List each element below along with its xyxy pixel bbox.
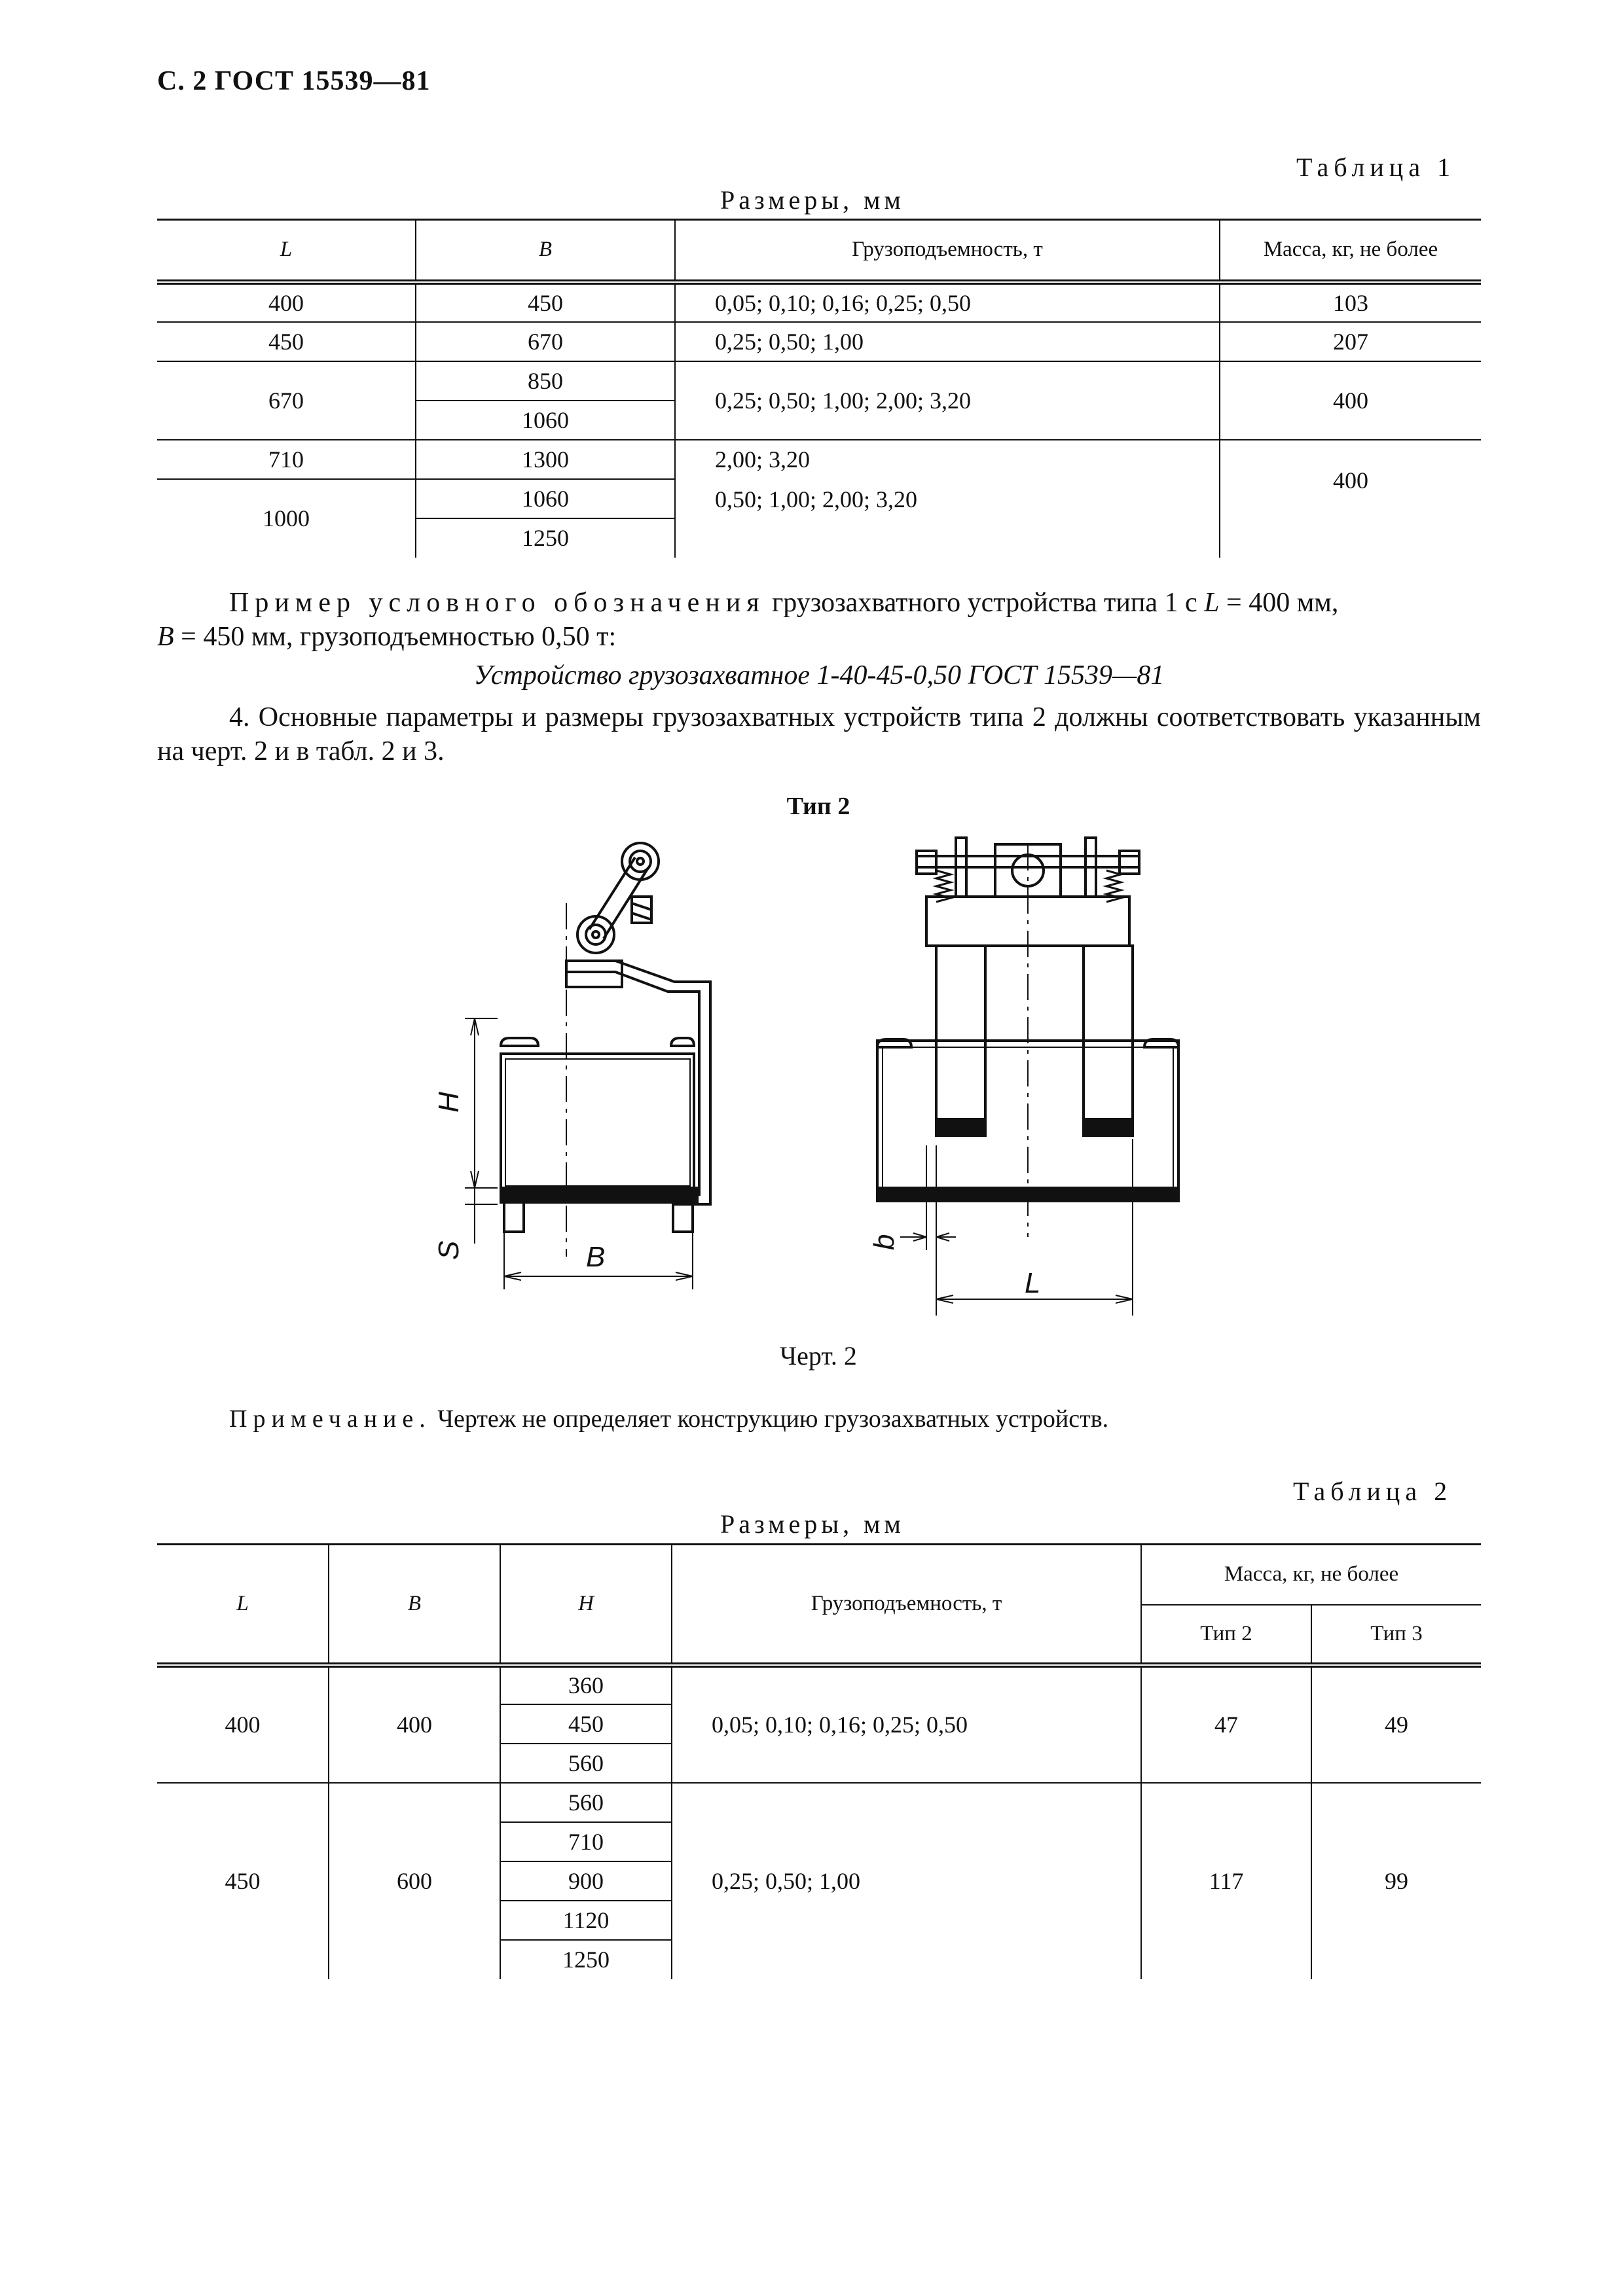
t2-g2-H3: 900 xyxy=(500,1861,672,1901)
t2-header-mass: Масса, кг, не более xyxy=(1141,1545,1481,1605)
t2-g2-type2: 117 xyxy=(1141,1783,1311,1979)
t1-r4-capacity: 2,00; 3,20 xyxy=(675,440,1220,479)
t1-r1-B: 450 xyxy=(416,282,675,322)
example-text2: = 400 мм, xyxy=(1219,588,1339,618)
t2-g1-capacity: 0,05; 0,10; 0,16; 0,25; 0,50 xyxy=(672,1665,1141,1783)
figure-caption: Черт. 2 xyxy=(780,1341,857,1371)
t2-g1-H2: 450 xyxy=(500,1704,672,1744)
page-header: С. 2 ГОСТ 15539—81 xyxy=(157,66,431,96)
t2-header-B: B xyxy=(329,1545,500,1665)
t2-g1-H1: 360 xyxy=(500,1665,672,1704)
t1-header-L: L xyxy=(157,220,416,282)
t2-g1-B: 400 xyxy=(329,1665,500,1783)
t1-r4-mass: 400 xyxy=(1220,440,1481,558)
t2-g1-H3: 560 xyxy=(500,1744,672,1783)
t1-r3-B1: 850 xyxy=(416,361,675,401)
t1-r1-L: 400 xyxy=(157,282,416,322)
container-left xyxy=(501,1038,697,1232)
t2-header-type3: Тип 3 xyxy=(1311,1605,1481,1665)
t2-g1-type2: 47 xyxy=(1141,1665,1311,1783)
example-text3: = 450 мм, грузоподъемностью 0,50 т: xyxy=(173,622,617,652)
t1-r5-L: 1000 xyxy=(157,479,416,558)
example-label: Пример условного обозначения xyxy=(229,588,765,618)
t2-header-L: L xyxy=(157,1545,329,1665)
t1-r2-B: 670 xyxy=(416,322,675,361)
t2-g1-L: 400 xyxy=(157,1665,329,1783)
t1-r2-mass: 207 xyxy=(1220,322,1481,361)
designation: Устройство грузозахватное 1-40-45-0,50 ГОСТ 15539—81 xyxy=(473,660,1165,691)
t1-header-mass: Масса, кг, не более xyxy=(1220,220,1481,282)
t2-header-capacity: Грузоподъемность, т xyxy=(672,1545,1141,1665)
label-L: L xyxy=(1025,1267,1041,1299)
figure-title: Тип 2 xyxy=(786,793,850,820)
t1-r5-capacity: 0,50; 1,00; 2,00; 3,20 xyxy=(675,479,1220,558)
note-label: Примечание. xyxy=(229,1405,431,1433)
paragraph-4: 4. Основные параметры и размеры грузозахватных устройств типа 2 должны соответствовать указанным на черт. 2 и в табл. 2 и 3. xyxy=(157,702,1481,766)
note xyxy=(229,1402,1473,1436)
t2-g2-type3: 99 xyxy=(1311,1783,1481,1979)
t1-r5-B2: 1250 xyxy=(416,518,675,558)
t1-r4-L: 710 xyxy=(157,440,416,479)
table1-caption: Таблица 1 xyxy=(1296,152,1456,182)
t1-r1-mass: 103 xyxy=(1220,282,1481,322)
example-text1: грузозахватного устройства типа 1 с xyxy=(765,588,1205,618)
label-B: B xyxy=(586,1241,606,1273)
label-H: H xyxy=(433,1092,465,1113)
example-paragraph xyxy=(157,586,1481,654)
t2-g2-B: 600 xyxy=(329,1783,500,1979)
table2 xyxy=(157,1543,1481,1979)
t2-g2-H4: 1120 xyxy=(500,1901,672,1940)
t1-r3-capacity: 0,25; 0,50; 1,00; 2,00; 3,20 xyxy=(675,361,1220,440)
t2-header-type2: Тип 2 xyxy=(1141,1605,1311,1665)
t1-header-B: B xyxy=(416,220,675,282)
lever-arm xyxy=(577,843,659,953)
t1-r3-mass: 400 xyxy=(1220,361,1481,440)
t2-header-H: H xyxy=(500,1545,672,1665)
table1-subcaption: Размеры, мм xyxy=(720,185,905,215)
t2-g2-H2: 710 xyxy=(500,1822,672,1861)
table2-subcaption: Размеры, мм xyxy=(720,1509,905,1539)
t1-r3-B2: 1060 xyxy=(416,401,675,440)
example-var-B: B xyxy=(157,622,174,652)
t1-r2-capacity: 0,25; 0,50; 1,00 xyxy=(675,322,1220,361)
t2-g2-H5: 1250 xyxy=(500,1940,672,1979)
t2-g1-type3: 49 xyxy=(1311,1665,1481,1783)
example-var-L: L xyxy=(1204,588,1220,618)
t2-g2-L: 450 xyxy=(157,1783,329,1979)
t1-r2-L: 450 xyxy=(157,322,416,361)
label-b: b xyxy=(868,1234,900,1250)
t1-r4-B: 1300 xyxy=(416,440,675,479)
t1-r1-capacity: 0,05; 0,10; 0,16; 0,25; 0,50 xyxy=(675,282,1220,322)
table2-caption: Таблица 2 xyxy=(1293,1477,1453,1506)
t2-g2-capacity: 0,25; 0,50; 1,00 xyxy=(672,1783,1141,1979)
table1 xyxy=(157,219,1481,558)
label-S: S xyxy=(433,1240,465,1260)
t1-r5-B1: 1060 xyxy=(416,479,675,518)
t1-r3-L: 670 xyxy=(157,361,416,440)
drawing-type2 xyxy=(419,831,1257,1322)
t1-header-capacity: Грузоподъемность, т xyxy=(675,220,1220,282)
note-text: Чертеж не определяет конструкцию грузозахватных устройств. xyxy=(431,1405,1109,1433)
t2-g2-H1: 560 xyxy=(500,1783,672,1822)
